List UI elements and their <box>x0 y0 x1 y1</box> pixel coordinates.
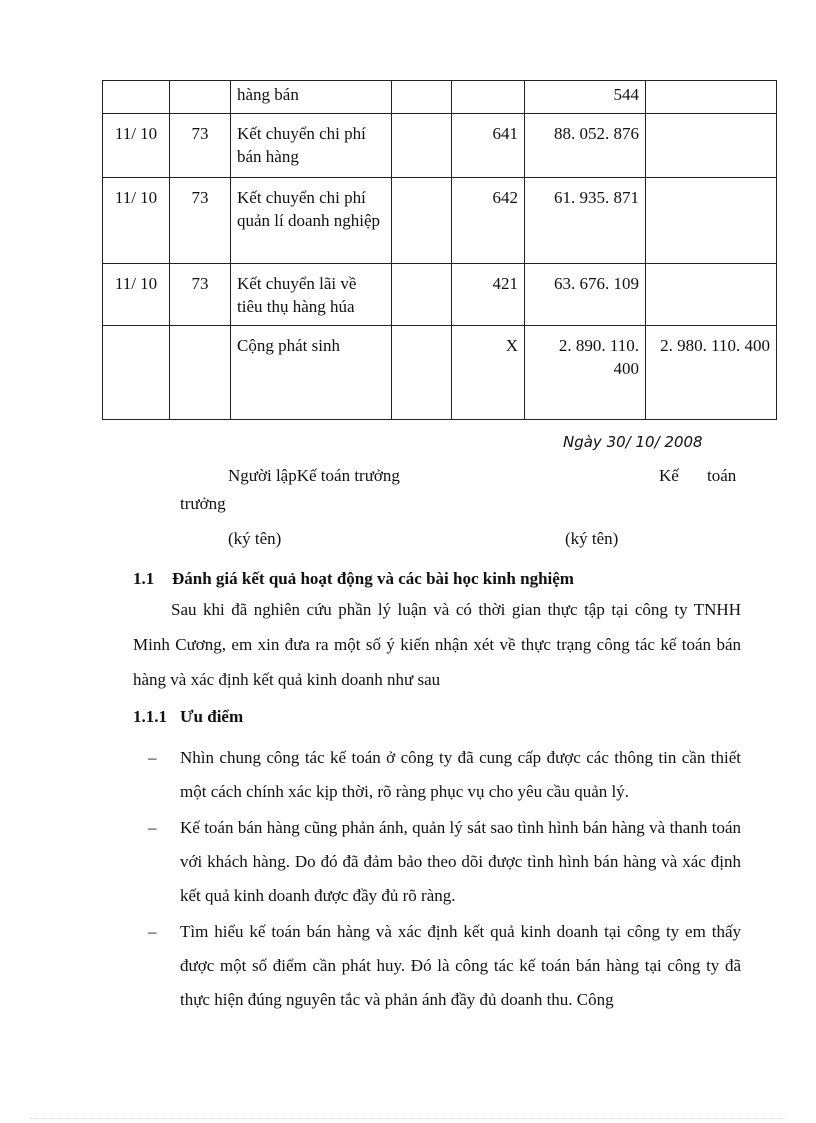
ledger-table <box>102 80 777 420</box>
empty-cell <box>392 81 452 114</box>
credit-cell <box>646 81 777 114</box>
subsection-title: Ưu điểm <box>180 707 244 726</box>
empty-cell <box>392 326 452 420</box>
debit-cell: 2. 890. 110. 400 <box>525 326 646 420</box>
account-cell <box>452 81 525 114</box>
date-cell <box>103 81 170 114</box>
description-cell: Kết chuyển chi phí quản lí doanh nghiệp <box>231 178 392 264</box>
page-bottom-divider <box>30 1118 786 1119</box>
voucher-no-cell <box>170 81 231 114</box>
account-cell: 642 <box>452 178 525 264</box>
account-cell: 641 <box>452 114 525 178</box>
credit-cell <box>646 178 777 264</box>
table-row <box>103 114 777 178</box>
empty-cell <box>392 178 452 264</box>
chief-accountant-label-part1: Kế <box>659 466 679 485</box>
voucher-no-cell: 73 <box>170 178 231 264</box>
intro-paragraph: Sau khi đã nghiên cứu phần lý luận và có thời gian thực tập tại công ty TNHH Minh Cương, em xin đưa ra một số ý kiến nhận xét về thực trạng công tác kế toán bán hàng và xác định kết quả kinh doanh như sau <box>133 600 741 689</box>
date-cell: 11/ 10 <box>103 114 170 178</box>
debit-cell: 544 <box>525 81 646 114</box>
account-cell: 421 <box>452 264 525 326</box>
table-row <box>103 81 777 114</box>
voucher-no-cell <box>170 326 231 420</box>
credit-cell <box>646 114 777 178</box>
list-item-text: Nhìn chung công tác kế toán ở công ty đã cung cấp được các thông tin cần thiết một cách chính xác kịp thời, rõ ràng phục vụ cho yêu cầu quản lý. <box>180 748 741 801</box>
voucher-no-cell: 73 <box>170 264 231 326</box>
credit-cell: 2. 980. 110. 400 <box>646 326 777 420</box>
sign-left: (ký tên) <box>228 529 282 548</box>
empty-cell <box>392 264 452 326</box>
dash-bullet: – <box>148 818 157 837</box>
sign-right: (ký tên) <box>565 529 619 548</box>
list-item-text: Kế toán bán hàng cũng phản ánh, quản lý sát sao tình hình bán hàng và thanh toán với khách hàng. Do đó đã đảm bảo theo dõi được tình hình bán hàng và xác định kết quả kinh doanh được đầy đủ rõ ràng. <box>180 818 741 905</box>
description-cell: Kết chuyển chi phí bán hàng <box>231 114 392 178</box>
advantages-list <box>148 741 741 1019</box>
title-continuation: trưởng <box>180 494 226 513</box>
list-item <box>148 741 741 809</box>
voucher-no-cell: 73 <box>170 114 231 178</box>
account-cell: X <box>452 326 525 420</box>
subsection-number: 1.1.1 <box>133 707 167 726</box>
date-cell: 11/ 10 <box>103 178 170 264</box>
list-item-text: Tìm hiểu kế toán bán hàng và xác định kết quả kinh doanh tại công ty em thấy được một số điểm cần phát huy. Đó là công tác kế toán bán hàng tại công ty đã thực hiện đúng nguyên tắc và phản ánh đầy đủ doanh thu. Công <box>180 922 741 1009</box>
report-date: Ngày 30/ 10/ 2008 <box>563 433 703 451</box>
list-item <box>148 915 741 1017</box>
table-row <box>103 178 777 264</box>
date-cell: 11/ 10 <box>103 264 170 326</box>
debit-cell: 88. 052. 876 <box>525 114 646 178</box>
description-cell: hàng bán <box>231 81 392 114</box>
debit-cell: 61. 935. 871 <box>525 178 646 264</box>
empty-cell <box>392 114 452 178</box>
chief-accountant-label-part2: toán <box>707 466 737 485</box>
description-cell: Kết chuyển lãi về tiêu thụ hàng húa <box>231 264 392 326</box>
dash-bullet: – <box>148 748 157 767</box>
preparer-label: Người lậpKế toán trưởng <box>228 466 400 485</box>
date-cell <box>103 326 170 420</box>
debit-cell: 63. 676. 109 <box>525 264 646 326</box>
section-number: 1.1 <box>133 569 155 588</box>
credit-cell <box>646 264 777 326</box>
table-row <box>103 264 777 326</box>
table-row <box>103 326 777 420</box>
section-title: Đánh giá kết quả hoạt động và các bài học kinh nghiệm <box>172 569 574 588</box>
description-cell: Cộng phát sinh <box>231 326 392 420</box>
dash-bullet: – <box>148 922 157 941</box>
list-item <box>148 811 741 913</box>
